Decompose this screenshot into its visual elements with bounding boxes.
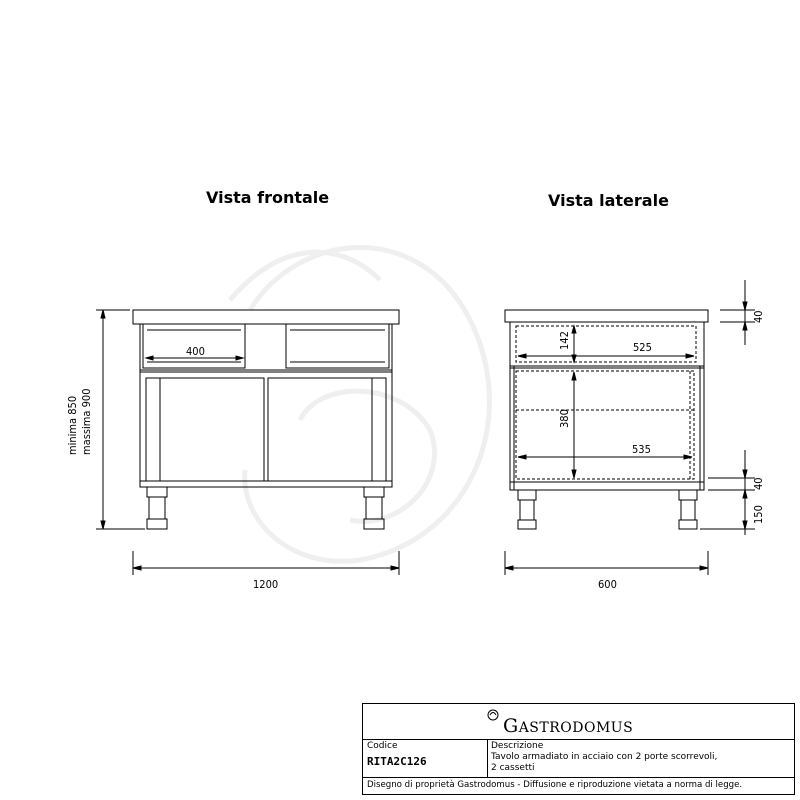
side-dimension-lines [505, 280, 755, 575]
drawer-height-label: 142 [558, 331, 571, 350]
description-cell [491, 739, 794, 777]
front-body [140, 324, 392, 487]
code-value: RITA2C126 [367, 755, 427, 768]
bottom-thickness-label: 40 [752, 477, 765, 490]
footer-notice: Disegno di proprietà Gastrodomus - Diffusione e riproduzione vietata a norma di legge. [367, 780, 743, 790]
side-leg-left [518, 490, 536, 500]
height-max-label: massima 900 [80, 388, 93, 455]
title-block-info-row [363, 739, 794, 778]
leg-height-label: 150 [752, 505, 765, 524]
side-cabinet-hidden [516, 371, 694, 479]
code-label: Codice [367, 741, 398, 751]
front-drawer-width-label: 400 [186, 345, 205, 358]
side-view-title: Vista laterale [548, 191, 669, 210]
height-min-label: minima 850 [66, 395, 79, 455]
side-hidden-lines [516, 326, 696, 479]
side-view [505, 310, 708, 490]
side-leg-right [679, 490, 697, 500]
side-top-plate [505, 310, 708, 322]
side-legs [518, 490, 697, 529]
front-top-plate [133, 310, 399, 324]
title-block-brand-row [363, 704, 794, 740]
front-leg-left [147, 487, 167, 497]
front-view [96, 310, 399, 575]
front-leg-right [364, 487, 384, 497]
front-width-label: 1200 [253, 578, 279, 591]
side-body [510, 322, 704, 490]
cabinet-depth-label: 535 [632, 443, 651, 456]
watermark-logo [230, 248, 489, 562]
front-door-left [146, 378, 264, 481]
top-thickness-label: 40 [752, 310, 765, 323]
side-depth-label: 600 [598, 578, 617, 591]
description-value: Tavolo armadiato in acciaio con 2 porte scorrevoli, 2 cassetti [491, 752, 718, 773]
code-cell [363, 739, 488, 777]
description-label: Descrizione [491, 741, 544, 751]
title-block [362, 703, 795, 795]
brand [363, 704, 794, 739]
side-drawer-hidden [516, 326, 696, 362]
drawer-depth-label: 525 [633, 341, 652, 354]
title-block-footer-row [363, 777, 794, 795]
front-view-title: Vista frontale [206, 188, 330, 207]
cabinet-height-label: 380 [558, 409, 571, 428]
front-drawer-right [286, 324, 389, 368]
brand-logo-icon [486, 708, 500, 722]
brand-name: GASTRODOMUS [503, 715, 634, 737]
